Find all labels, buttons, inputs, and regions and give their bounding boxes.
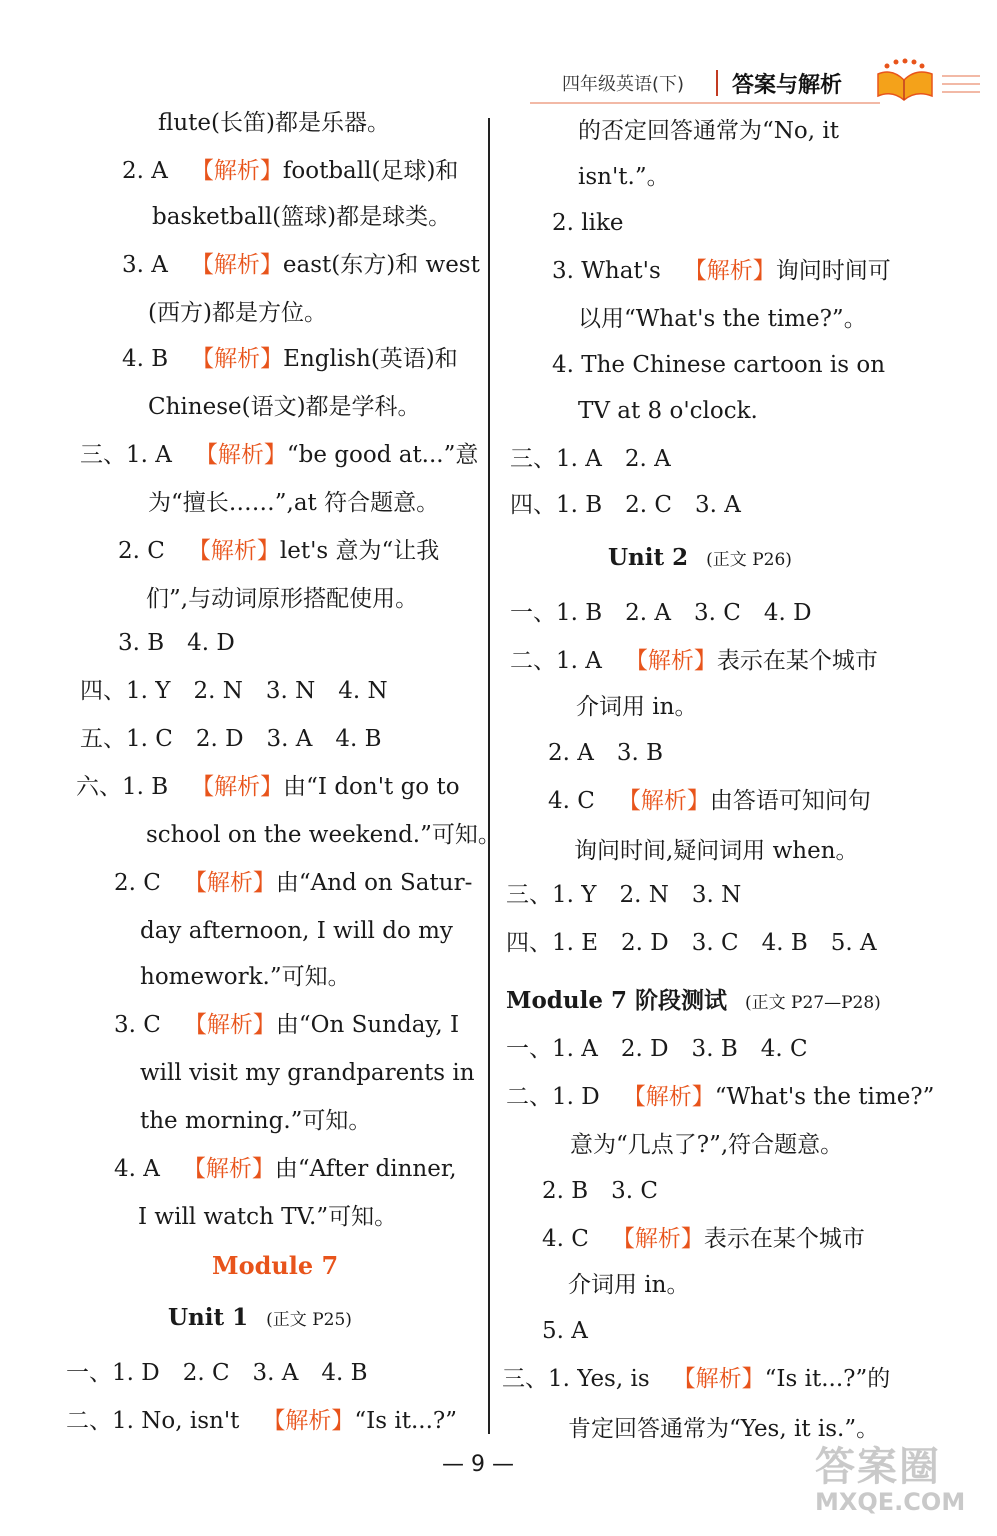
- answer-line: 三、1. A 【解析】“be good at...”意: [80, 442, 479, 468]
- answer-line: 意为“几点了?”,符合题意。: [570, 1132, 844, 1158]
- answer-line: 4. B 【解析】English(英语)和: [122, 346, 458, 372]
- answer-line: 介词用 in。: [568, 1272, 690, 1298]
- analysis-tag: 【解析】: [191, 346, 284, 372]
- answer-line: 2. C 【解析】let's 意为“让我: [118, 538, 440, 564]
- answer-line: 4. The Chinese cartoon is on: [552, 352, 886, 378]
- answer-line: 5. A: [542, 1318, 588, 1344]
- analysis-tag: 【解析】: [190, 252, 283, 278]
- answer-line: 三、1. Yes, is 【解析】“Is it...?”的: [502, 1366, 891, 1392]
- page-header: [520, 58, 990, 108]
- answer-line: 2. B 3. C: [542, 1178, 659, 1204]
- analysis-tag: 【解析】: [611, 1226, 704, 1252]
- answer-line: 2. C 【解析】由“And on Satur-: [114, 870, 473, 896]
- answer-line: flute(长笛)都是乐器。: [158, 110, 390, 136]
- textbook-page-ref: (正文 P26): [706, 550, 792, 570]
- answer-line: 肯定回答通常为“Yes, it is.”。: [568, 1416, 880, 1442]
- unit-heading: Module 7 阶段测试 (正文 P27—P28): [506, 987, 881, 1014]
- textbook-page-ref: (正文 P25): [266, 1310, 352, 1330]
- answer-line: TV at 8 o'clock.: [578, 398, 758, 424]
- answer-line: 四、1. B 2. C 3. A: [510, 492, 741, 518]
- answer-line: the morning.”可知。: [140, 1108, 372, 1134]
- unit-heading: Unit 2 (正文 P26): [608, 544, 792, 571]
- page-number: — 9 —: [442, 1452, 514, 1477]
- header-title: 答案与解析: [732, 73, 843, 98]
- answer-line: 四、1. Y 2. N 3. N 4. N: [80, 678, 388, 704]
- analysis-tag: 【解析】: [624, 648, 717, 674]
- answer-line: 3. A 【解析】east(东方)和 west: [122, 252, 480, 278]
- answer-line: 3. What's 【解析】询问时间可: [552, 258, 891, 284]
- answer-line: will visit my grandparents in: [140, 1060, 475, 1086]
- analysis-tag: 【解析】: [183, 1012, 276, 1038]
- analysis-tag: 【解析】: [622, 1084, 715, 1110]
- open-book-icon: [872, 58, 982, 106]
- answer-line: 二、1. D 【解析】“What's the time?”: [506, 1084, 935, 1110]
- answer-line: 2. A 3. B: [548, 740, 664, 766]
- watermark-logo: 答案圈: [815, 1444, 941, 1490]
- answer-line: 四、1. E 2. D 3. C 4. B 5. A: [506, 930, 877, 956]
- analysis-tag: 【解析】: [191, 774, 284, 800]
- answer-line: basketball(篮球)都是球类。: [152, 204, 452, 230]
- answer-line: (西方)都是方位。: [148, 300, 327, 326]
- answer-line: 一、1. D 2. C 3. A 4. B: [66, 1360, 368, 1386]
- answer-line: 一、1. B 2. A 3. C 4. D: [510, 600, 812, 626]
- analysis-tag: 【解析】: [183, 870, 276, 896]
- answer-line: 介词用 in。: [576, 694, 698, 720]
- answer-line: 4. C 【解析】由答语可知问句: [548, 788, 871, 814]
- header-subject: 四年级英语(下): [562, 74, 685, 95]
- answer-line: 3. B 4. D: [118, 630, 235, 656]
- answer-line: 2. like: [552, 210, 624, 236]
- answer-line: 4. A 【解析】由“After dinner,: [114, 1156, 457, 1182]
- answer-line: 们”,与动词原形搭配使用。: [146, 586, 419, 612]
- answer-line: 二、1. A 【解析】表示在某个城市: [510, 648, 878, 674]
- answer-line: 三、1. A 2. A: [510, 446, 671, 472]
- analysis-tag: 【解析】: [683, 258, 776, 284]
- textbook-page-ref: (正文 P27—P28): [745, 993, 881, 1013]
- analysis-tag: 【解析】: [672, 1366, 765, 1392]
- answer-line: 二、1. No, isn't 【解析】“Is it...?”: [66, 1408, 457, 1434]
- analysis-tag: 【解析】: [187, 538, 280, 564]
- answer-line: 三、1. Y 2. N 3. N: [506, 882, 742, 908]
- answer-line: school on the weekend.”可知。: [146, 822, 501, 848]
- answer-line: 为“擅长……”,at 符合题意。: [148, 490, 440, 516]
- watermark: [815, 1435, 965, 1516]
- analysis-tag: 【解析】: [194, 442, 287, 468]
- answer-line: 3. C 【解析】由“On Sunday, I: [114, 1012, 460, 1038]
- watermark-url: MXQE.COM: [815, 1488, 966, 1516]
- answer-line: homework.”可知。: [140, 964, 351, 990]
- answer-line: 六、1. B 【解析】由“I don't go to: [76, 774, 460, 800]
- answer-line: 4. C 【解析】表示在某个城市: [542, 1226, 865, 1252]
- module-title: Module 7: [212, 1251, 339, 1280]
- answer-line: 的否定回答通常为“No, it: [578, 118, 839, 144]
- unit-heading: Unit 1 (正文 P25): [168, 1304, 352, 1331]
- analysis-tag: 【解析】: [190, 158, 283, 184]
- column-divider: [488, 118, 490, 1434]
- answer-line: Chinese(语文)都是学科。: [148, 394, 421, 420]
- analysis-tag: 【解析】: [262, 1408, 355, 1434]
- answer-line: 2. A 【解析】football(足球)和: [122, 158, 459, 184]
- answer-line: I will watch TV.”可知。: [138, 1204, 398, 1230]
- answer-line: day afternoon, I will do my: [140, 918, 453, 944]
- answer-line: isn't.”。: [578, 164, 670, 190]
- answer-line: 五、1. C 2. D 3. A 4. B: [80, 726, 382, 752]
- answer-line: 一、1. A 2. D 3. B 4. C: [506, 1036, 808, 1062]
- analysis-tag: 【解析】: [617, 788, 710, 814]
- header-separator: [716, 70, 718, 96]
- answer-line: 以用“What's the time?”。: [578, 306, 867, 332]
- analysis-tag: 【解析】: [182, 1156, 275, 1182]
- answer-line: 询问时间,疑问词用 when。: [574, 838, 859, 864]
- header-rule: [530, 102, 880, 104]
